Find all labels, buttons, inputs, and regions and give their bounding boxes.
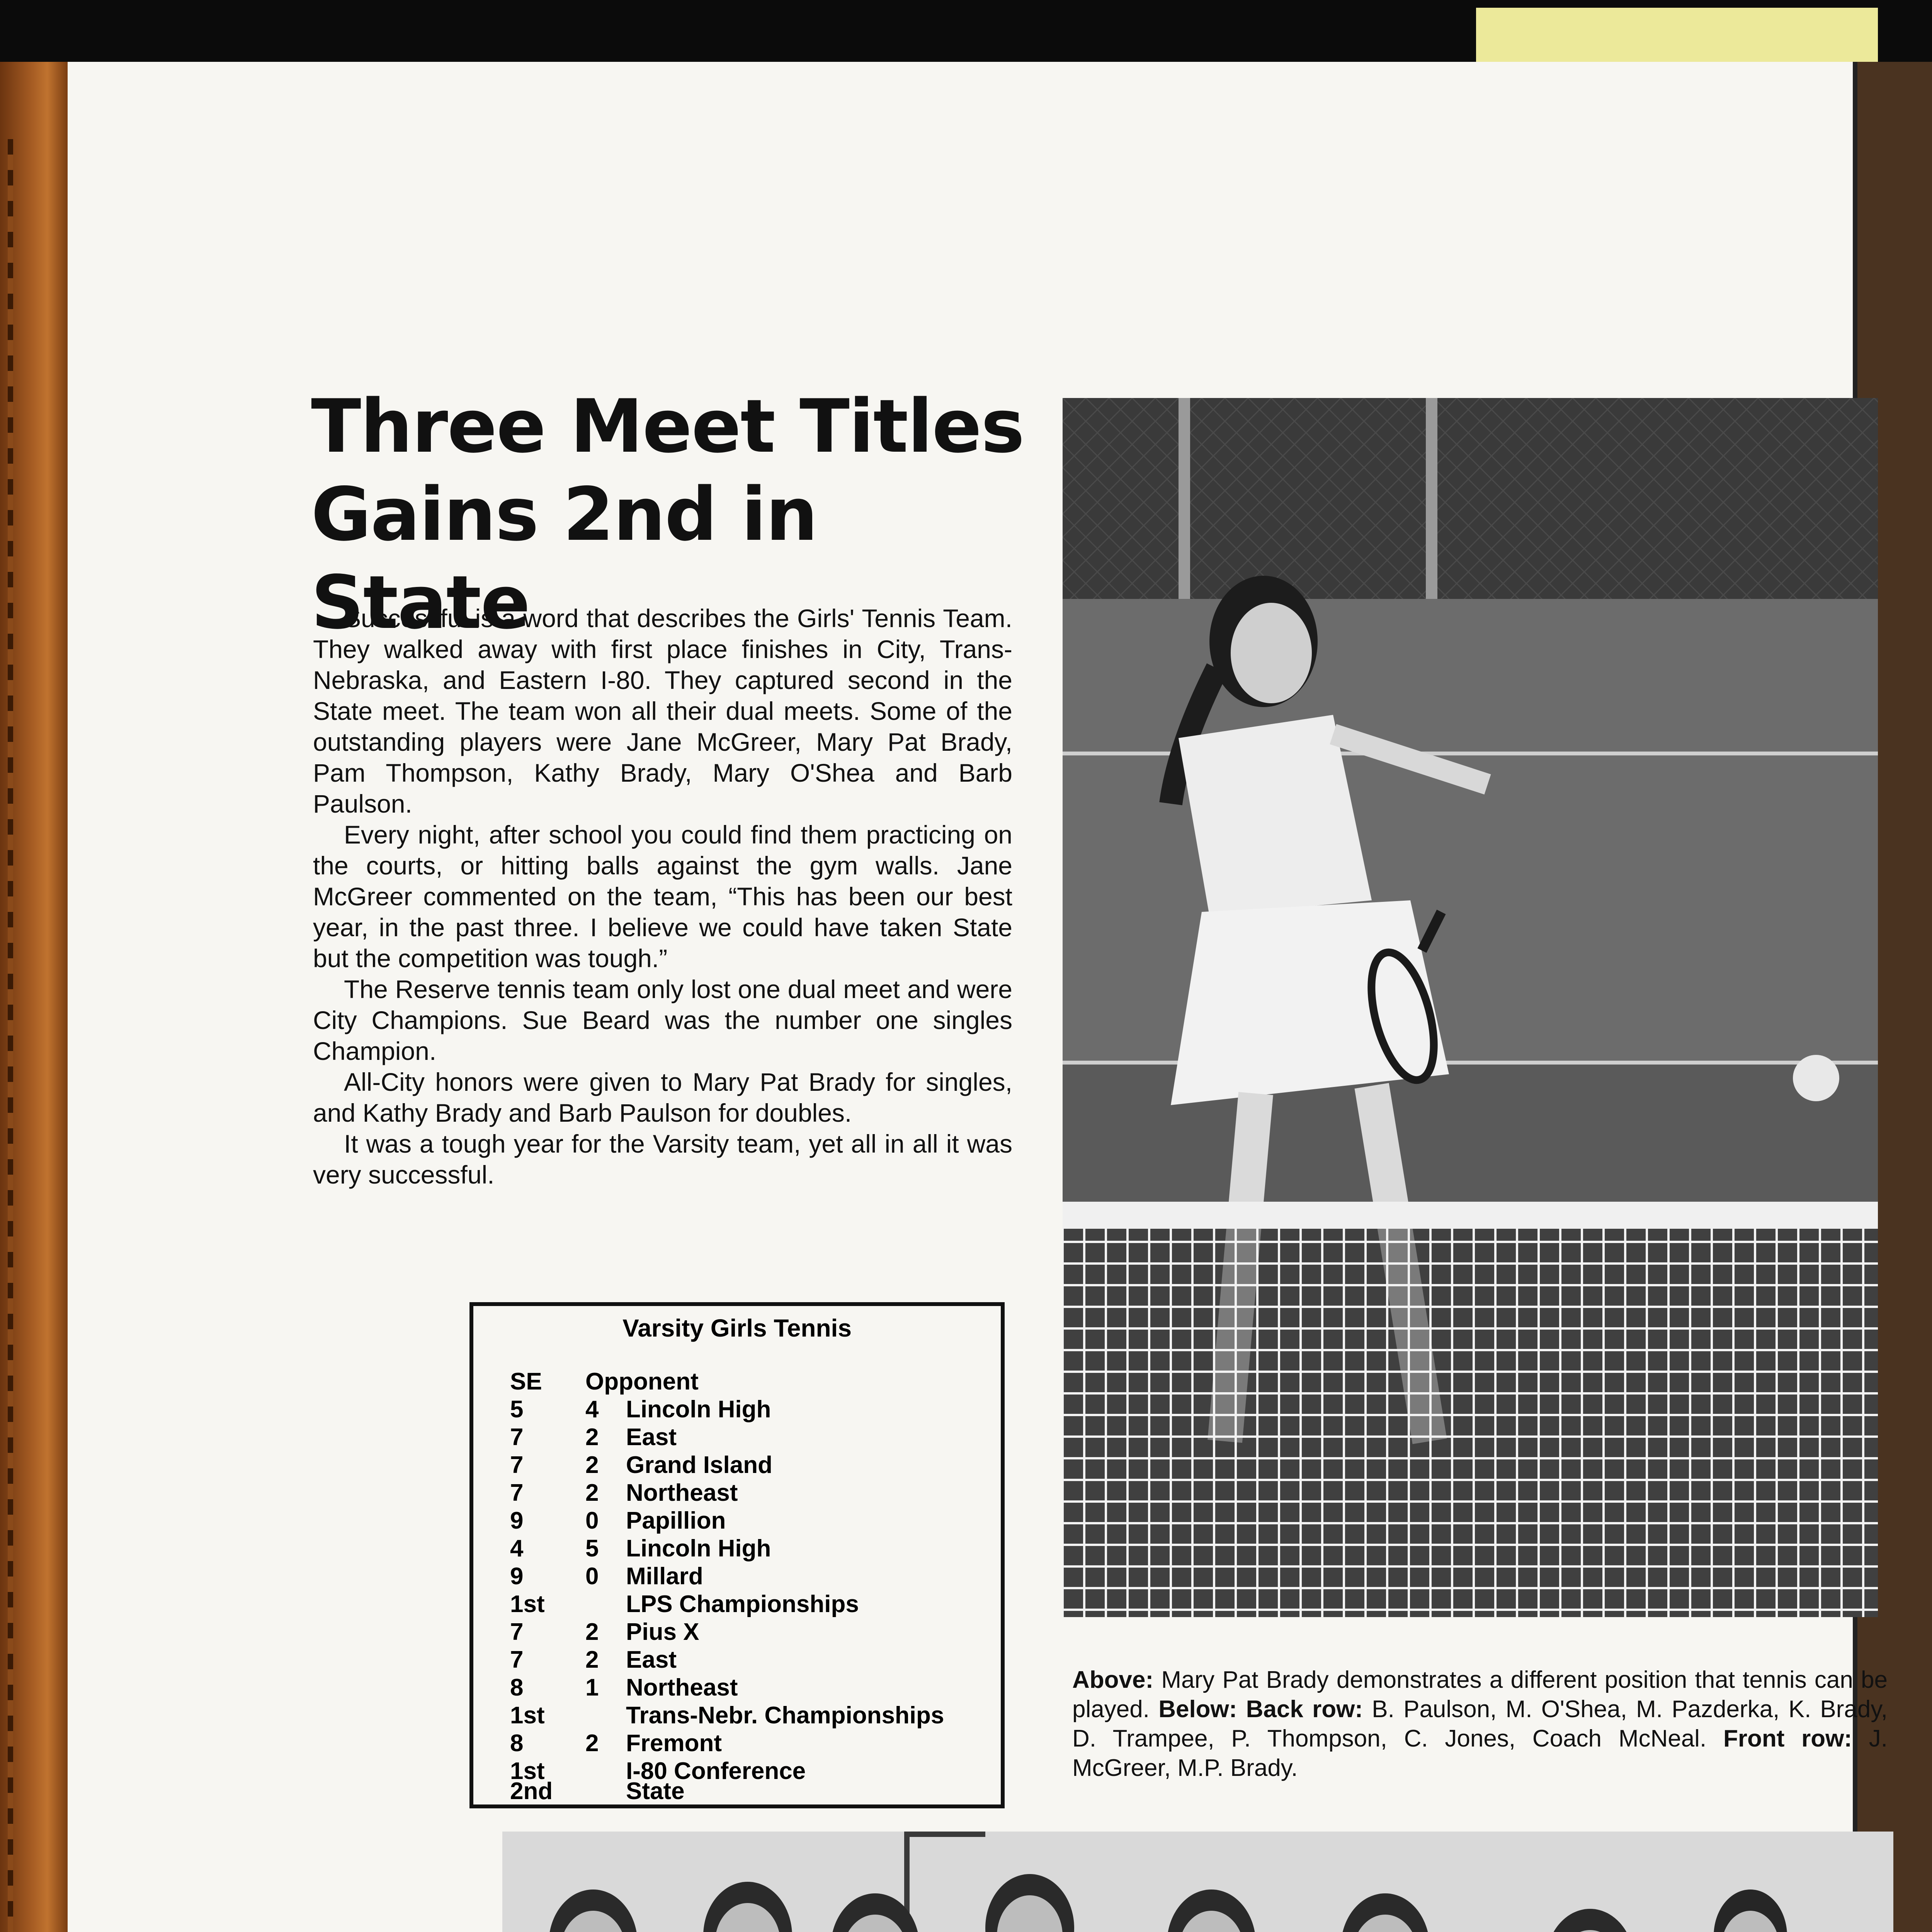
score-se: 7	[510, 1424, 524, 1451]
team-photo	[502, 1832, 1893, 1932]
headline-line-1: Three Meet Titles	[311, 384, 1024, 469]
score-opp: 4	[585, 1396, 599, 1423]
score-se: 2nd	[510, 1778, 553, 1804]
caption-below-label: Below: Back row:	[1158, 1696, 1363, 1723]
article-paragraph: Successful is a word that describes the Girls' Tennis Team. They walked away with first place finishes in City, Trans-Nebraska, and Eastern I-80. They captured second in the State meet. The team won all their dual meets. Some of the outstanding players were Jane McGreer, Mary Pat Brady, Pam Thompson, Kathy Brady, Mary O'Shea and Barb Paulson.	[313, 604, 1012, 818]
score-se: 1st	[510, 1591, 545, 1617]
article-paragraph: It was a tough year for the Varsity team, yet all in all it was very successful.	[313, 1129, 1012, 1189]
score-se: 7	[510, 1480, 524, 1506]
score-opponent-name: East	[626, 1424, 677, 1451]
book-binding	[0, 62, 68, 1932]
score-opponent-name: East	[626, 1646, 677, 1673]
caption-above-text: Mary Pat Brady demonstrates a different position that tennis can be played.	[1072, 1667, 1888, 1723]
sticky-note	[1476, 8, 1878, 62]
score-opponent-name: Papillion	[626, 1507, 726, 1534]
binding-stitch	[8, 139, 13, 1932]
score-se: 1st	[510, 1702, 545, 1729]
article-paragraph: The Reserve tennis team only lost one dual meet and were City Champions. Sue Beard was the number one singles Champion.	[313, 975, 1012, 1065]
caption-front-label: Front row:	[1723, 1725, 1852, 1752]
article-paragraph: All-City honors were given to Mary Pat Brady for singles, and Kathy Brady and Barb Paulson for doubles.	[313, 1068, 1012, 1127]
photo-caption	[1072, 1665, 1888, 1783]
score-se: 7	[510, 1619, 524, 1645]
scoreboard-box	[469, 1302, 1005, 1808]
score-opp: 2	[585, 1452, 599, 1478]
score-opponent-name: LPS Championships	[626, 1591, 859, 1617]
score-opp: 2	[585, 1424, 599, 1451]
score-se: 9	[510, 1507, 524, 1534]
score-opponent-name: Trans-Nebr. Championships	[626, 1702, 944, 1729]
score-opp: 2	[585, 1480, 599, 1506]
header-se: SE	[510, 1368, 542, 1395]
score-se: 7	[510, 1452, 524, 1478]
score-se: 1st	[510, 1758, 545, 1784]
score-opp: 0	[585, 1563, 599, 1590]
score-opponent-name: Lincoln High	[626, 1396, 771, 1423]
score-opp: 0	[585, 1507, 599, 1534]
caption-above-label: Above:	[1072, 1667, 1154, 1693]
score-opp: 5	[585, 1535, 599, 1562]
score-se: 8	[510, 1730, 524, 1757]
score-se: 7	[510, 1646, 524, 1673]
score-opponent-name: Northeast	[626, 1480, 738, 1506]
score-se: 8	[510, 1674, 524, 1701]
score-opponent-name: I-80 Conference	[626, 1758, 806, 1784]
score-opp: 2	[585, 1619, 599, 1645]
score-opp: 1	[585, 1674, 599, 1701]
score-opponent-name: Lincoln High	[626, 1535, 771, 1562]
score-opponent-name: Fremont	[626, 1730, 722, 1757]
yearbook-page	[68, 62, 1888, 1932]
score-opponent-name: Millard	[626, 1563, 703, 1590]
score-se: 9	[510, 1563, 524, 1590]
caption-below-text: B. Paulson, M. O'Shea, M. Pazderka, K. Brady, D. Trampee, P. Thompson, C. Jones, Coach McNeal.	[1072, 1696, 1888, 1752]
score-se: 4	[510, 1535, 524, 1562]
score-opponent-name: Northeast	[626, 1674, 738, 1701]
caption-front-text: J. McGreer, M.P. Brady.	[1072, 1725, 1888, 1781]
score-opp: 2	[585, 1646, 599, 1673]
headline-line-2: Gains 2nd in State	[311, 472, 817, 645]
score-opponent-name: Grand Island	[626, 1452, 772, 1478]
team-photo-illustration	[502, 1832, 1893, 1932]
tennis-action-illustration	[1063, 398, 1878, 1617]
scoreboard-title: Varsity Girls Tennis	[622, 1314, 852, 1342]
article-body	[313, 603, 1012, 1190]
score-opponent-name: State	[626, 1778, 685, 1804]
score-se: 5	[510, 1396, 524, 1423]
header-opponent: Opponent	[585, 1368, 699, 1395]
score-opponent-name: Pius X	[626, 1619, 699, 1645]
score-opp: 2	[585, 1730, 599, 1757]
article-paragraph: Every night, after school you could find them practicing on the courts, or hitting balls against the gym walls. Jane McGreer commented on the team, “This has been our best year, in the past three. I believe we could have taken State but the competition was tough.”	[313, 820, 1012, 973]
tennis-action-photo	[1063, 398, 1878, 1617]
